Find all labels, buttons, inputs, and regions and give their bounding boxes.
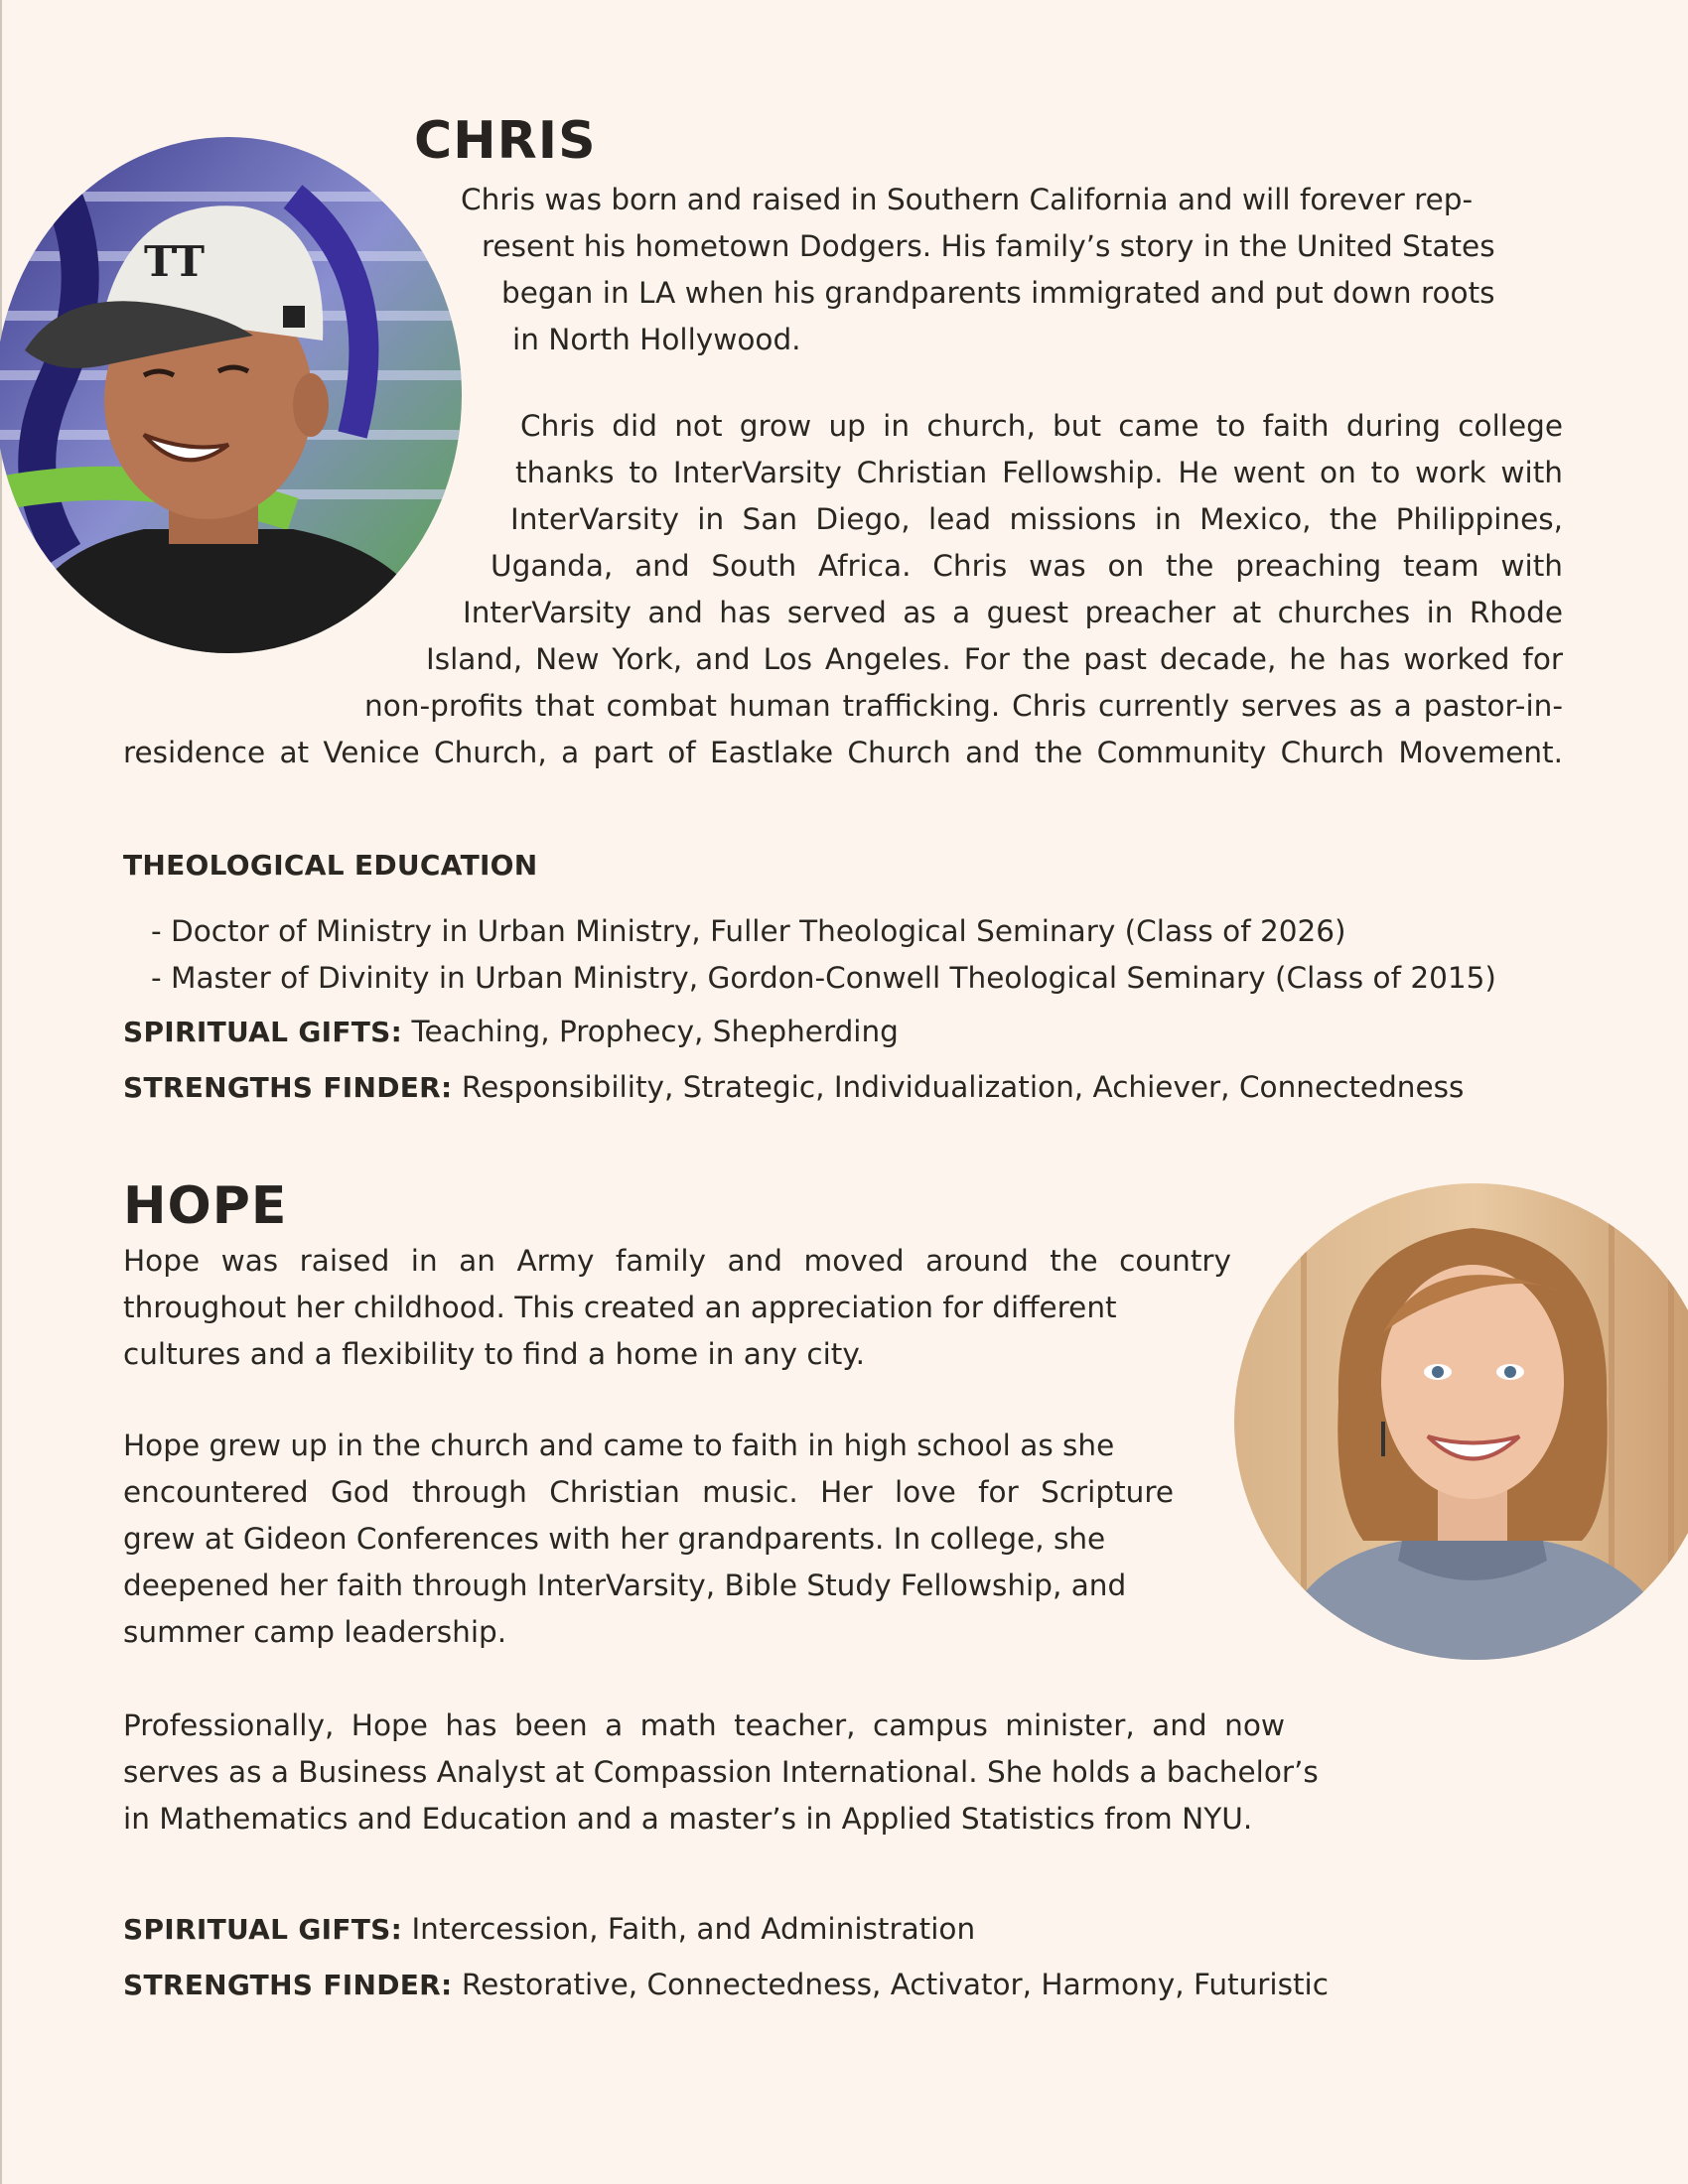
hope-bio-paragraph-1 (123, 1238, 1231, 1378)
portrait-woman-icon (1234, 1183, 1688, 1660)
hope-bio-line: Hope grew up in the church and came to faith in high school as she (123, 1429, 1115, 1462)
hope-bio-line: cultures and a flexibility to find a home in any city. (123, 1337, 865, 1371)
strengths-finder-value: Restorative, Connectedness, Activator, Harmony, Futuristic (452, 1968, 1329, 2001)
hope-bio-line: throughout her childhood. This created an appreciation for different (123, 1291, 1117, 1324)
strengths-finder-value: Responsibility, Strategic, Individualization, Achiever, Connectedness (452, 1070, 1465, 1104)
hope-bio-paragraph-2 (123, 1423, 1215, 1656)
spiritual-gifts-label: SPIRITUAL GIFTS: (123, 1016, 403, 1048)
chris-bio-line: Chris did not grow up in church, but came to faith during college (520, 409, 1563, 443)
hope-bio-line: Hope was raised in an Army family and moved around the country (123, 1244, 1231, 1278)
strengths-finder-label: STRENGTHS FINDER: (123, 1969, 453, 2001)
hope-bio-line: grew at Gideon Conferences with her grandparents. In college, she (123, 1522, 1106, 1556)
chris-bio-line: Island, New York, and Los Angeles. For the past decade, he has worked for (426, 642, 1563, 676)
chris-bio-line: began in LA when his grandparents immigrated and put down roots (501, 276, 1495, 310)
chris-name-heading: CHRIS (414, 111, 597, 171)
chris-bio-line: non-profits that combat human trafficking. Chris currently serves as a pastor-in- (364, 689, 1563, 723)
education-list (151, 908, 1496, 1002)
hope-name-heading: HOPE (123, 1176, 288, 1236)
svg-text:TT: TT (144, 237, 206, 286)
hope-bio-line: serves as a Business Analyst at Compassion International. She holds a bachelor’s (123, 1755, 1319, 1789)
hope-bio-paragraph-3 (123, 1703, 1364, 1843)
chris-bio-line: InterVarsity and has served as a guest preacher at churches in Rhode (463, 596, 1563, 629)
education-item: - Master of Divinity in Urban Ministry, Gordon-Conwell Theological Seminary (Class of 2015) (151, 961, 1496, 995)
hope-bio-line: deepened her faith through InterVarsity, Bible Study Fellowship, and (123, 1569, 1127, 1602)
chris-spiritual-gifts (123, 1009, 899, 1055)
chris-strengths-finder (123, 1064, 1464, 1111)
hope-spiritual-gifts (123, 1906, 975, 1953)
chris-bio-line: resent his hometown Dodgers. His family’s story in the United States (482, 229, 1495, 263)
hope-strengths-finder (123, 1962, 1329, 2008)
spiritual-gifts-label: SPIRITUAL GIFTS: (123, 1913, 403, 1946)
chris-bio-line: residence at Venice Church, a part of Eastlake Church and the Community Church Movement. (123, 736, 1563, 769)
chris-bio-line: Chris was born and raised in Southern California and will forever rep- (461, 183, 1474, 216)
hope-bio-line: encountered God through Christian music. Her love for Scripture (123, 1475, 1174, 1509)
strengths-finder-label: STRENGTHS FINDER: (123, 1071, 453, 1104)
hope-bio-line: summer camp leadership. (123, 1615, 507, 1649)
hope-bio-line: in Mathematics and Education and a master’s in Applied Statistics from NYU. (123, 1802, 1253, 1836)
education-item: - Doctor of Ministry in Urban Ministry, Fuller Theological Seminary (Class of 2026) (151, 914, 1346, 948)
chris-bio-line: Uganda, and South Africa. Chris was on the preaching team with (491, 549, 1563, 583)
chris-bio-line: InterVarsity in San Diego, lead missions in Mexico, the Philippines, (510, 502, 1563, 536)
spiritual-gifts-value: Teaching, Prophecy, Shepherding (402, 1015, 899, 1048)
education-heading: THEOLOGICAL EDUCATION (123, 849, 538, 882)
chris-bio-line: thanks to InterVarsity Christian Fellowship. He went on to work with (515, 456, 1563, 489)
hope-bio-line: Professionally, Hope has been a math teacher, campus minister, and now (123, 1708, 1285, 1742)
spiritual-gifts-value: Intercession, Faith, and Administration (402, 1912, 976, 1946)
chris-bio-line: in North Hollywood. (512, 323, 801, 356)
page-edge-divider (0, 0, 2, 2184)
chris-bio (123, 177, 1563, 776)
